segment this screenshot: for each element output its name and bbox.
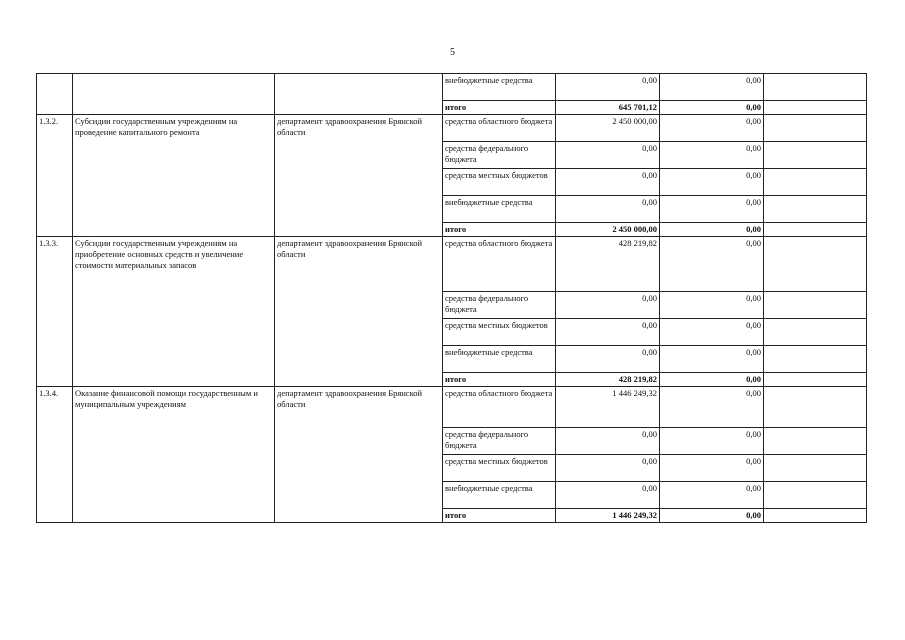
funding-source: средства местных бюджетов [443,319,556,346]
item-code: 1.3.2. [37,115,73,237]
funding-source: средства федерального бюджета [443,142,556,169]
amount-value-2: 0,00 [660,196,764,223]
empty-cell [764,482,867,509]
amount-value-2: 0,00 [660,74,764,101]
funding-source: итого [443,101,556,115]
empty-cell [764,101,867,115]
empty-cell [764,319,867,346]
funding-source: средства областного бюджета [443,237,556,292]
amount-value-2: 0,00 [660,115,764,142]
table-row [37,74,867,101]
table-row [37,387,867,428]
funding-source: внебюджетные средства [443,74,556,101]
empty-cell [764,346,867,373]
funding-source: средства федерального бюджета [443,292,556,319]
amount-value: 0,00 [556,142,660,169]
amount-value-2: 0,00 [660,509,764,523]
amount-value-2: 0,00 [660,169,764,196]
amount-value: 0,00 [556,74,660,101]
item-name: Субсидии государственным учреждениям на проведение капитального ремонта [73,115,275,237]
item-code: 1.3.3. [37,237,73,387]
amount-value: 2 450 000,00 [556,115,660,142]
amount-value: 0,00 [556,196,660,223]
amount-value: 645 701,12 [556,101,660,115]
item-executor: департамент здравоохранения Брянской области [275,237,443,387]
funding-source: внебюджетные средства [443,196,556,223]
amount-value-2: 0,00 [660,223,764,237]
amount-value: 0,00 [556,292,660,319]
empty-cell [764,292,867,319]
empty-cell [764,509,867,523]
empty-cell [764,455,867,482]
empty-cell [764,428,867,455]
item-executor [275,74,443,115]
amount-value: 0,00 [556,428,660,455]
item-executor: департамент здравоохранения Брянской области [275,387,443,523]
funding-source: итого [443,223,556,237]
amount-value-2: 0,00 [660,346,764,373]
empty-cell [764,74,867,101]
amount-value: 428 219,82 [556,373,660,387]
amount-value-2: 0,00 [660,292,764,319]
budget-table [36,73,867,523]
empty-cell [764,373,867,387]
table-row [37,115,867,142]
empty-cell [764,196,867,223]
funding-source: внебюджетные средства [443,346,556,373]
amount-value: 0,00 [556,455,660,482]
amount-value-2: 0,00 [660,455,764,482]
amount-value: 0,00 [556,346,660,373]
empty-cell [764,387,867,428]
funding-source: средства местных бюджетов [443,455,556,482]
page-number: 5 [450,47,455,58]
item-name [73,74,275,115]
amount-value-2: 0,00 [660,373,764,387]
amount-value: 428 219,82 [556,237,660,292]
amount-value: 0,00 [556,319,660,346]
table-row [37,237,867,292]
amount-value-2: 0,00 [660,387,764,428]
amount-value: 0,00 [556,169,660,196]
item-name: Оказание финансовой помощи государственным и муниципальным учреждениям [73,387,275,523]
amount-value: 1 446 249,32 [556,387,660,428]
funding-source: внебюджетные средства [443,482,556,509]
funding-source: итого [443,509,556,523]
amount-value-2: 0,00 [660,482,764,509]
item-code: 1.3.4. [37,387,73,523]
empty-cell [764,169,867,196]
amount-value: 2 450 000,00 [556,223,660,237]
amount-value: 1 446 249,32 [556,509,660,523]
empty-cell [764,237,867,292]
item-name: Субсидии государственным учреждениям на приобретение основных средств и увеличение стоимости материальных запасов [73,237,275,387]
amount-value-2: 0,00 [660,237,764,292]
empty-cell [764,142,867,169]
funding-source: итого [443,373,556,387]
funding-source: средства областного бюджета [443,387,556,428]
empty-cell [764,115,867,142]
funding-source: средства областного бюджета [443,115,556,142]
item-executor: департамент здравоохранения Брянской области [275,115,443,237]
amount-value-2: 0,00 [660,101,764,115]
amount-value: 0,00 [556,482,660,509]
empty-cell [764,223,867,237]
amount-value-2: 0,00 [660,319,764,346]
funding-source: средства местных бюджетов [443,169,556,196]
amount-value-2: 0,00 [660,428,764,455]
item-code [37,74,73,115]
amount-value-2: 0,00 [660,142,764,169]
funding-source: средства федерального бюджета [443,428,556,455]
